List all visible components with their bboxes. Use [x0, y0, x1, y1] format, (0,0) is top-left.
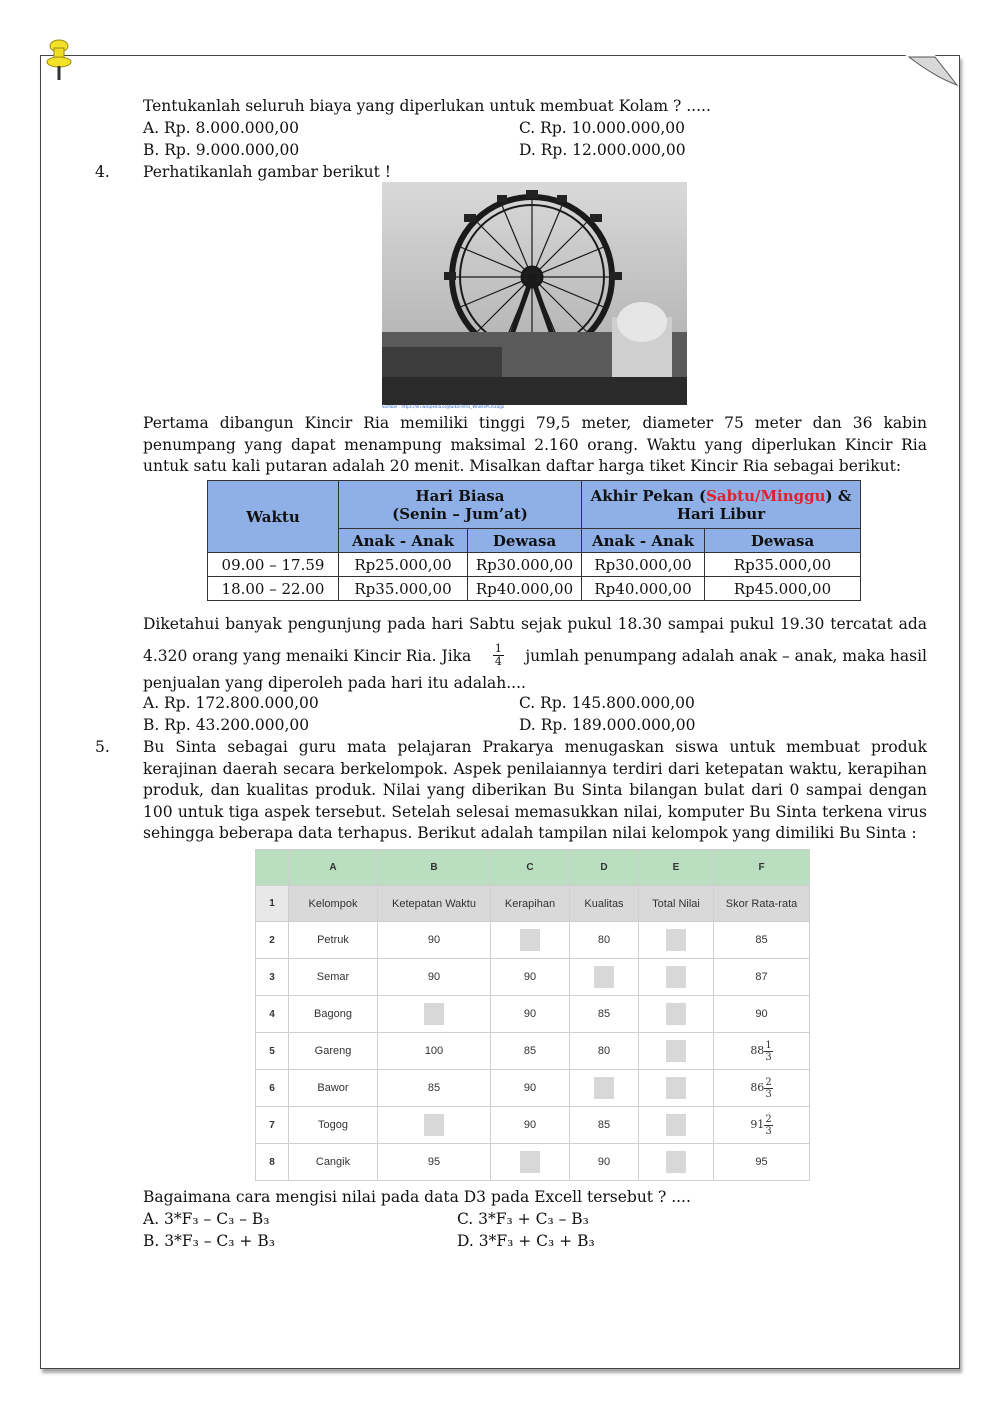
cell-e[interactable] — [639, 959, 714, 996]
cell-c[interactable]: 90 — [491, 1107, 570, 1144]
q5-number: 5. — [95, 738, 110, 756]
erased-cell-marker — [666, 929, 686, 951]
biasa-dewasa-header: Dewasa — [468, 529, 582, 553]
photo-caption[interactable]: Sumber : https://en.wikipedia.org/wiki/Ferris_Wheel#Chicago — [382, 404, 505, 409]
q4-question-line1: Diketahui banyak pengunjung pada hari Sabtu sejak pukul 18.30 sampai pukul 19.30 tercatat ada — [143, 615, 927, 633]
cell-b[interactable]: 90 — [378, 959, 491, 996]
cell-c[interactable] — [491, 922, 570, 959]
ticket-price-table — [207, 480, 861, 601]
cell-d[interactable]: 85 — [570, 996, 639, 1033]
erased-cell-marker — [666, 1040, 686, 1062]
row-number: 5 — [256, 1033, 289, 1070]
q4-question-line2: 4.320 orang yang menaiki Kincir Ria. Jika 1 4 jumlah penumpang adalah anak – anak, maka hasil — [143, 642, 927, 668]
erased-cell-marker — [666, 966, 686, 988]
table-row — [256, 996, 810, 1033]
page-curl-icon — [905, 55, 959, 91]
erased-cell-marker — [594, 1077, 614, 1099]
spreadsheet-table — [255, 849, 810, 1181]
hari-biasa-header: Hari Biasa (Senin – Jum’at) — [339, 481, 582, 529]
q4-paragraph: Pertama dibangun Kincir Ria memiliki tinggi 79,5 meter, diameter 75 meter dan 36 kabin penumpang yang dapat menampung maksimal 2.160 orang. Waktu yang diperlukan Kincir Ria untuk satu kali putaran adalah 20 menit. Misalkan daftar harga tiket Kincir Ria sebagai berikut: — [143, 414, 927, 475]
row-number: 3 — [256, 959, 289, 996]
cell-b[interactable] — [378, 996, 491, 1033]
cell-a[interactable]: Cangik — [289, 1144, 378, 1181]
row-number: 4 — [256, 996, 289, 1033]
q5-option-b[interactable]: B. 3*F₃ – C₃ + B₃ — [143, 1232, 275, 1250]
q5-option-a[interactable]: A. 3*F₃ – C₃ – B₃ — [143, 1210, 270, 1228]
q4-question-line3: penjualan yang diperoleh pada hari itu adalah.... — [143, 674, 526, 692]
cell-f[interactable]: 87 — [714, 959, 810, 996]
akhir-pekan-header: Akhir Pekan (Sabtu/Minggu) & Hari Libur — [582, 481, 861, 529]
table-row — [256, 922, 810, 959]
erased-cell-marker — [666, 1114, 686, 1136]
cell-b[interactable] — [378, 1107, 491, 1144]
cell-c[interactable]: 90 — [491, 1070, 570, 1107]
one-quarter-fraction: 1 4 — [494, 642, 502, 668]
q3-option-b[interactable]: B. Rp. 9.000.000,00 — [143, 141, 300, 159]
q4-option-c[interactable]: C. Rp. 145.800.000,00 — [519, 694, 695, 712]
cell-f[interactable]: 90 — [714, 996, 810, 1033]
libur-dewasa-header: Dewasa — [705, 529, 861, 553]
cell-a[interactable]: Gareng — [289, 1033, 378, 1070]
cell-f[interactable]: 86 $\frac{2}{3}$ — [714, 1070, 810, 1107]
cell-d[interactable] — [570, 1070, 639, 1107]
q4-option-a[interactable]: A. Rp. 172.800.000,00 — [143, 694, 319, 712]
cell-c[interactable]: 85 — [491, 1033, 570, 1070]
erased-cell-marker — [594, 966, 614, 988]
table-row — [256, 959, 810, 996]
erased-cell-marker — [666, 1077, 686, 1099]
cell-f[interactable]: 95 — [714, 1144, 810, 1181]
cell-b[interactable]: 100 — [378, 1033, 491, 1070]
cell-b[interactable]: 90 — [378, 922, 491, 959]
q5-paragraph: Bu Sinta sebagai guru mata pelajaran Prakarya menugaskan siswa untuk membuat produk kerajinan daerah secara berkelompok. Aspek penilaiannya terdiri dari ketepatan waktu, kerapihan produk, dan kualitas produk. Nilai yang diberikan Bu Sinta bilangan bulat dari 0 sampai dengan 100 untuk tiga aspek tersebut. Setelah selesai memasukkan nilai, komputer Bu Sinta terkena virus sehingga beberapa data terhapus. Berikut adalah tampilan nilai kelompok yang dimiliki Bu Sinta : — [143, 738, 927, 842]
q5-option-d[interactable]: D. 3*F₃ + C₃ + B₃ — [457, 1232, 595, 1250]
erased-cell-marker — [424, 1114, 444, 1136]
cell-c[interactable] — [491, 1144, 570, 1181]
q3-option-c[interactable]: C. Rp. 10.000.000,00 — [519, 119, 686, 137]
cell-a[interactable]: Bawor — [289, 1070, 378, 1107]
cell-b[interactable]: 85 — [378, 1070, 491, 1107]
row-number: 7 — [256, 1107, 289, 1144]
erased-cell-marker — [424, 1003, 444, 1025]
table-row — [256, 1144, 810, 1181]
table-row: 09.00 – 17.59 Rp25.000,00 Rp30.000,00 Rp30.000,00 Rp35.000,00 — [208, 553, 861, 577]
libur-anak-header: Anak - Anak — [582, 529, 705, 553]
row-number: 2 — [256, 922, 289, 959]
q3-question: Tentukanlah seluruh biaya yang diperlukan untuk membuat Kolam ? ..... — [143, 97, 711, 115]
erased-cell-marker — [666, 1151, 686, 1173]
cell-e[interactable] — [639, 1144, 714, 1181]
waktu-header: Waktu — [208, 481, 339, 553]
column-header-row: A B C D E F — [256, 850, 810, 886]
q3-option-d[interactable]: D. Rp. 12.000.000,00 — [519, 141, 686, 159]
cell-e[interactable] — [639, 996, 714, 1033]
cell-a[interactable]: Togog — [289, 1107, 378, 1144]
cell-a[interactable]: Petruk — [289, 922, 378, 959]
cell-e[interactable] — [639, 1107, 714, 1144]
ferris-wheel-photo — [382, 182, 687, 405]
q4-option-d[interactable]: D. Rp. 189.000.000,00 — [519, 716, 696, 734]
cell-d[interactable]: 85 — [570, 1107, 639, 1144]
q4-intro: Perhatikanlah gambar berikut ! — [143, 163, 392, 181]
q5-option-c[interactable]: C. 3*F₃ + C₃ – B₃ — [457, 1210, 589, 1228]
pushpin-icon — [44, 38, 74, 82]
cell-c[interactable]: 90 — [491, 959, 570, 996]
cell-e[interactable] — [639, 922, 714, 959]
cell-f[interactable]: 88 $\frac{1}{3}$ — [714, 1033, 810, 1070]
q3-option-a[interactable]: A. Rp. 8.000.000,00 — [143, 119, 300, 137]
cell-a[interactable]: Bagong — [289, 996, 378, 1033]
cell-e[interactable] — [639, 1033, 714, 1070]
cell-f[interactable]: 91 $\frac{2}{3}$ — [714, 1107, 810, 1144]
q4-option-b[interactable]: B. Rp. 43.200.000,00 — [143, 716, 310, 734]
row-number: 6 — [256, 1070, 289, 1107]
cell-d[interactable] — [570, 959, 639, 996]
cell-a[interactable]: Semar — [289, 959, 378, 996]
biasa-anak-header: Anak - Anak — [339, 529, 468, 553]
cell-d[interactable]: 80 — [570, 922, 639, 959]
cell-d[interactable]: 80 — [570, 1033, 639, 1070]
cell-e[interactable] — [639, 1070, 714, 1107]
table-row: 18.00 – 22.00 Rp35.000,00 Rp40.000,00 Rp40.000,00 Rp45.000,00 — [208, 577, 861, 601]
erased-cell-marker — [520, 1151, 540, 1173]
q5-question: Bagaimana cara mengisi nilai pada data D3 pada Excell tersebut ? .... — [143, 1188, 691, 1206]
header-row: 1 Kelompok Ketepatan Waktu Kerapihan Kualitas Total Nilai Skor Rata-rata — [256, 886, 810, 922]
table-row — [256, 1070, 810, 1107]
cell-c[interactable]: 90 — [491, 996, 570, 1033]
row-number: 8 — [256, 1144, 289, 1181]
cell-b[interactable]: 95 — [378, 1144, 491, 1181]
table-row — [256, 1107, 810, 1144]
cell-f[interactable]: 85 — [714, 922, 810, 959]
cell-d[interactable]: 90 — [570, 1144, 639, 1181]
q4-number: 4. — [95, 163, 110, 181]
table-row — [256, 1033, 810, 1070]
erased-cell-marker — [520, 929, 540, 951]
erased-cell-marker — [666, 1003, 686, 1025]
